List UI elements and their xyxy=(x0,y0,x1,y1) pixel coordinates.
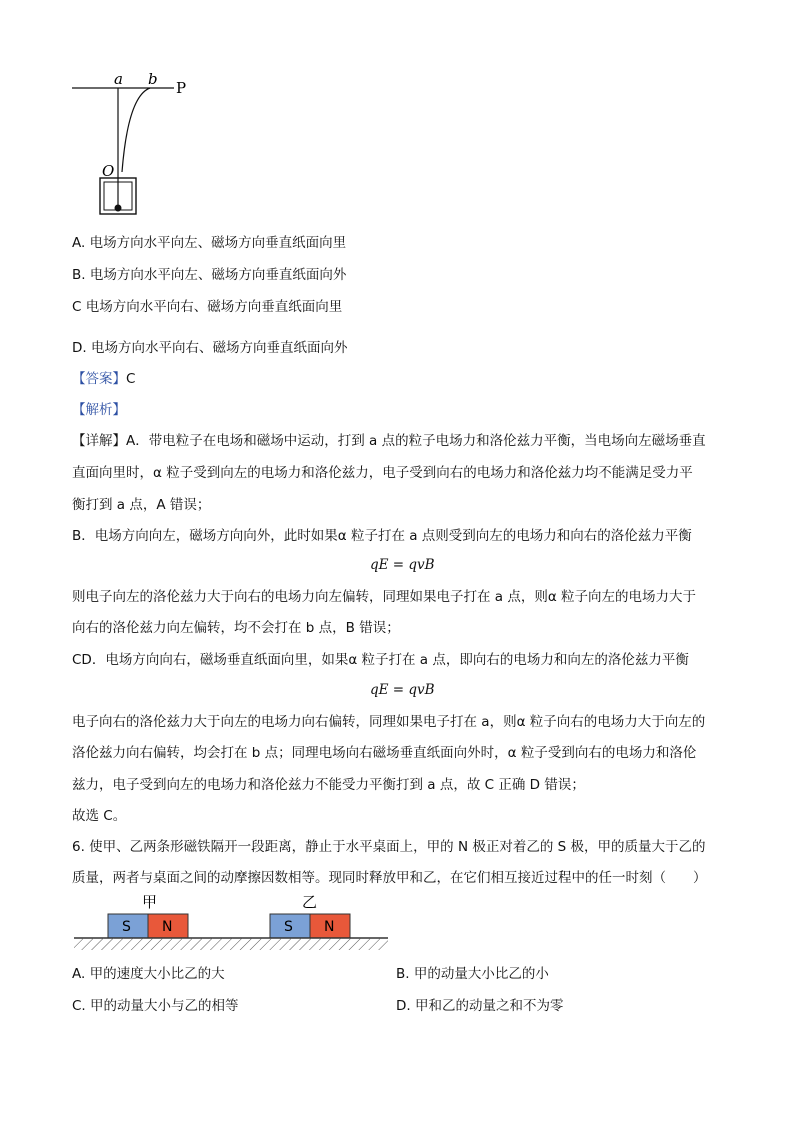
deflection-figure xyxy=(70,68,220,218)
detail-line-6: 向右的洛伦兹力向左偏转，均不会打在 b 点，B 错误； xyxy=(72,620,400,636)
q6-option-a: A. 甲的速度大小比乙的大 xyxy=(72,966,225,982)
q6-stem-line-1: 6. 使甲、乙两条形磁铁隔开一段距离，静止于水平桌面上，甲的 N 极正对着乙的 S 极，甲的质量大于乙的 xyxy=(72,839,706,855)
label-O: O xyxy=(102,162,115,180)
detail-line-2: 直面向里时，α 粒子受到向左的电场力和洛伦兹力，电子受到向右的电场力和洛伦兹力均不能满足受力平 xyxy=(72,465,693,481)
svg-text:N: N xyxy=(324,919,335,935)
curved-path xyxy=(122,88,150,172)
detail-line-8: 电子向右的洛伦兹力大于向左的电场力向右偏转，同理如果电子打在 a，则α 粒子向右的电场力大于向左的 xyxy=(72,714,706,730)
label-P: P xyxy=(176,79,187,97)
magnet-jia xyxy=(108,914,188,938)
q6-option-b: B. 甲的动量大小比乙的小 xyxy=(396,966,549,982)
detail-line-4: B．电场方向向左，磁场方向向外，此时如果α 粒子打在 a 点则受到向左的电场力和向右的洛伦兹力平衡 xyxy=(72,528,692,544)
q5-option-b: B. 电场方向水平向左、磁场方向垂直纸面向外 xyxy=(72,267,347,283)
q5-option-d: D. 电场方向水平向右、磁场方向垂直纸面向外 xyxy=(72,340,348,356)
label-jia: 甲 xyxy=(142,893,158,911)
detail-line-9: 洛伦兹力向右偏转，均会打在 b 点；同理电场向右磁场垂直纸面向外时，α 粒子受到向右的电场力和洛伦 xyxy=(72,745,697,761)
svg-text:S: S xyxy=(122,919,131,935)
detail-line-1: 【详解】A．带电粒子在电场和磁场中运动，打到 a 点的粒子电场力和洛伦兹力平衡，当电场向左磁场垂直 xyxy=(72,433,706,449)
detail-line-3: 衡打到 a 点，A 错误； xyxy=(72,497,211,513)
q6-option-c: C. 甲的动量大小与乙的相等 xyxy=(72,998,239,1014)
answer-line xyxy=(72,370,135,388)
detail-line-5: 则电子向左的洛伦兹力大于向右的电场力向左偏转，同理如果电子打在 a 点，则α 粒子向左的电场力大于 xyxy=(72,589,697,605)
detail-line-10: 兹力，电子受到向左的电场力和洛伦兹力不能受力平衡打到 a 点，故 C 正确 D 错误； xyxy=(72,777,585,793)
magnets-figure xyxy=(72,890,392,960)
q6-option-d: D. 甲和乙的动量之和不为零 xyxy=(396,998,564,1014)
label-yi: 乙 xyxy=(302,893,318,911)
magnet-yi xyxy=(270,914,350,938)
equation-2: qE = qvB xyxy=(370,682,435,698)
svg-text:S: S xyxy=(284,919,293,935)
equation-1: qE = qvB xyxy=(370,557,435,573)
label-a: a xyxy=(114,70,123,88)
answer-value: C xyxy=(126,371,136,387)
source-dot xyxy=(115,205,122,212)
label-b: b xyxy=(148,70,158,88)
q5-option-a: A. 电场方向水平向左、磁场方向垂直纸面向里 xyxy=(72,235,347,251)
detail-line-11: 故选 C。 xyxy=(72,808,127,824)
analysis-tag: 【解析】 xyxy=(72,402,126,418)
table-hatching xyxy=(74,938,388,950)
detail-line-7: CD．电场方向向右，磁场垂直纸面向里，如果α 粒子打在 a 点，即向右的电场力和向左的洛伦兹力平衡 xyxy=(72,652,689,668)
svg-text:N: N xyxy=(162,919,173,935)
answer-tag: 【答案】 xyxy=(72,371,126,387)
q6-stem-line-2: 质量，两者与桌面之间的动摩擦因数相等。现同时释放甲和乙，在它们相互接近过程中的任一时刻（ ） xyxy=(72,870,707,886)
q5-option-c: C 电场方向水平向右、磁场方向垂直纸面向里 xyxy=(72,299,343,315)
